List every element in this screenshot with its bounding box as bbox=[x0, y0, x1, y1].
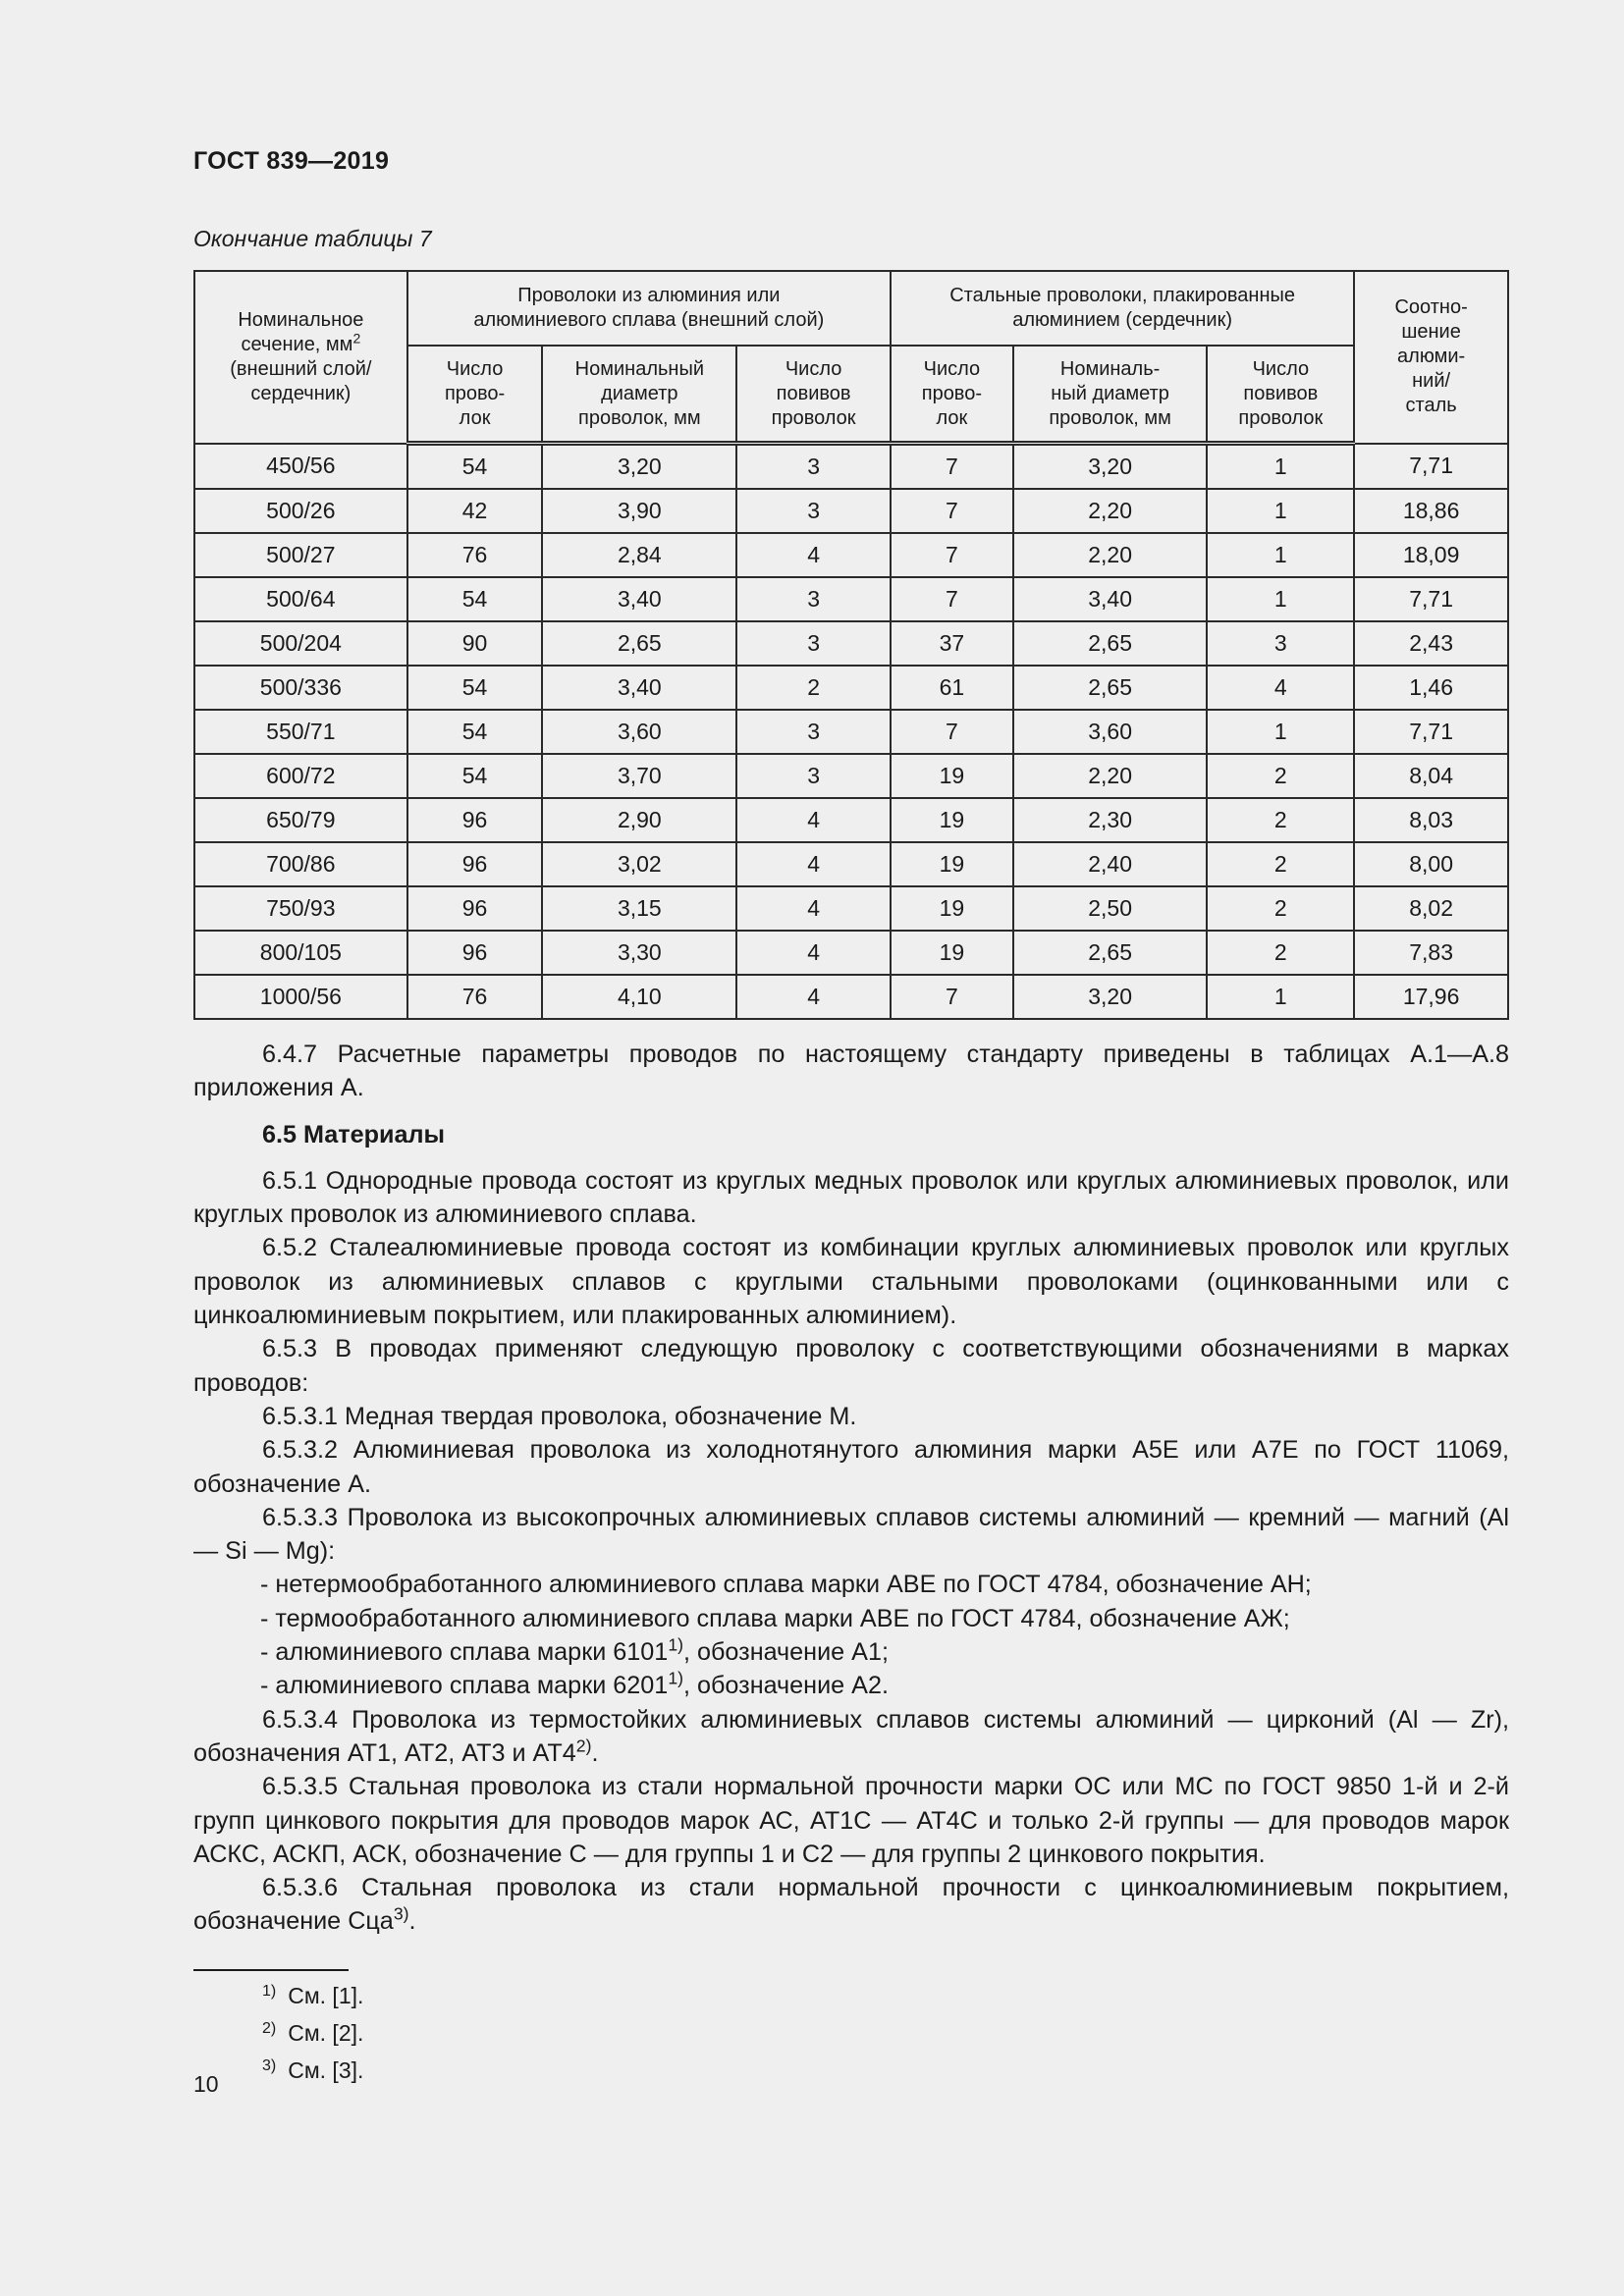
footnotes bbox=[262, 1975, 363, 2087]
table-cell: 800/105 bbox=[194, 931, 407, 975]
table-cell: 2 bbox=[1207, 798, 1354, 842]
table-row bbox=[194, 754, 1508, 798]
footnote-ref: 2) bbox=[575, 1735, 592, 1756]
table-cell: 7 bbox=[891, 489, 1013, 533]
header-aluminium-group: Проволоки из алюминия или алюминиевого сплава (внешний слой) bbox=[407, 271, 891, 346]
table-cell: 500/26 bbox=[194, 489, 407, 533]
table-cell: 2,50 bbox=[1013, 886, 1208, 931]
table-cell: 3 bbox=[736, 577, 891, 621]
table-cell: 19 bbox=[891, 842, 1013, 886]
paragraph-6-5-3-2: 6.5.3.2 Алюминиевая проволока из холоднотянутого алюминия марки А5Е или А7Е по ГОСТ 11069, обозначение А. bbox=[193, 1436, 1509, 1498]
header-al-diameter: Номинальный диаметр проволок, мм bbox=[542, 346, 736, 444]
table-row bbox=[194, 710, 1508, 754]
table-cell: 750/93 bbox=[194, 886, 407, 931]
footnote: $^{3)}$ См. [3]. bbox=[262, 2057, 364, 2083]
paragraph-6-5-3-6: 6.5.3.6 Стальная проволока из стали нормальной прочности с цинкоалюминиевым покрытием, обозначение Сца$^{3)}$. bbox=[193, 1874, 1509, 1936]
header-ratio: Соотно- шение алюми- ний/ сталь bbox=[1354, 271, 1508, 444]
table-cell: 4 bbox=[736, 931, 891, 975]
paragraph-6-5-3-3: 6.5.3.3 Проволока из высокопрочных алюминиевых сплавов системы алюминий — кремний — магний (Al — Si — Mg): bbox=[193, 1503, 1509, 1566]
paragraph-6-4-7: 6.4.7 Расчетные параметры проводов по настоящему стандарту приведены в таблицах А.1—А.8 приложения А. bbox=[193, 1041, 1509, 1102]
table-cell: 18,09 bbox=[1354, 533, 1508, 577]
table-cell: 17,96 bbox=[1354, 975, 1508, 1019]
table-cell: 450/56 bbox=[194, 444, 407, 490]
table-row bbox=[194, 533, 1508, 577]
table-row bbox=[194, 842, 1508, 886]
table-cell: 2,40 bbox=[1013, 842, 1208, 886]
table-cell: 4 bbox=[736, 842, 891, 886]
table-cell: 3 bbox=[736, 489, 891, 533]
list-item: - алюминиевого сплава марки 6201$^{1)}$, обозначение А2. bbox=[260, 1668, 889, 1700]
table-cell: 96 bbox=[407, 931, 543, 975]
table-row bbox=[194, 975, 1508, 1019]
table-cell: 2 bbox=[1207, 886, 1354, 931]
paragraph-6-5-3-5: 6.5.3.5 Стальная проволока из стали нормальной прочности марки ОС или МС по ГОСТ 9850 1-й и 2-й групп цинкового покрытия для проводов марок АС, АТ1С — АТ4С и только 2-й группы — для проводов марок АСКС, АСКП, АСК, обозначение С — для группы 1 и С2 — для группы 2 цинкового покрытия. bbox=[193, 1773, 1509, 1868]
table-cell: 550/71 bbox=[194, 710, 407, 754]
footnote-divider bbox=[193, 1969, 349, 1971]
footnote-ref: 1) bbox=[668, 1634, 683, 1655]
table-cell: 96 bbox=[407, 798, 543, 842]
table-cell: 7 bbox=[891, 577, 1013, 621]
table-caption: Окончание таблицы 7 bbox=[193, 226, 432, 251]
paragraph-6-5-2: 6.5.2 Сталеалюминиевые провода состоят из комбинации круглых алюминиевых проволок или круглых проволок из алюминиевых сплавов с круглыми стальными проволоками (оцинкованными или с цинкоалюминиевым покрытием, или плакированных алюминием). bbox=[193, 1234, 1509, 1330]
body-text bbox=[193, 1038, 1509, 1939]
table-cell: 96 bbox=[407, 886, 543, 931]
table-cell: 3 bbox=[736, 754, 891, 798]
table-cell: 3,30 bbox=[542, 931, 736, 975]
table-cell: 2,20 bbox=[1013, 489, 1208, 533]
table-cell: 7 bbox=[891, 444, 1013, 490]
table-cell: 7 bbox=[891, 975, 1013, 1019]
table-cell: 7 bbox=[891, 533, 1013, 577]
header-section: Номинальное сечение, $мм^2$ (внешний слой/ сердечник) bbox=[194, 271, 407, 444]
table-cell: 2 bbox=[736, 666, 891, 710]
table-row bbox=[194, 577, 1508, 621]
table-cell: 2,65 bbox=[1013, 666, 1208, 710]
table-cell: 61 bbox=[891, 666, 1013, 710]
table-cell: 500/64 bbox=[194, 577, 407, 621]
table-cell: 3 bbox=[1207, 621, 1354, 666]
header-al-turns: Число повивов проволок bbox=[736, 346, 891, 444]
table-cell: 1 bbox=[1207, 489, 1354, 533]
table-cell: 54 bbox=[407, 710, 543, 754]
table-cell: 42 bbox=[407, 489, 543, 533]
table-cell: 3,70 bbox=[542, 754, 736, 798]
table-cell: 3,02 bbox=[542, 842, 736, 886]
table-cell: 3 bbox=[736, 444, 891, 490]
table-cell: 1 bbox=[1207, 577, 1354, 621]
table-cell: 7,71 bbox=[1354, 577, 1508, 621]
table-cell: 3,40 bbox=[1013, 577, 1208, 621]
table-cell: 8,02 bbox=[1354, 886, 1508, 931]
table-cell: 700/86 bbox=[194, 842, 407, 886]
table-cell: 3,60 bbox=[1013, 710, 1208, 754]
table-row bbox=[194, 886, 1508, 931]
section-title: 6.5 Материалы bbox=[262, 1120, 446, 1148]
header-al-count: Число прово- лок bbox=[407, 346, 543, 444]
table-cell: 7,71 bbox=[1354, 444, 1508, 490]
table-cell: 19 bbox=[891, 886, 1013, 931]
table-cell: 2,20 bbox=[1013, 533, 1208, 577]
table-cell: 1000/56 bbox=[194, 975, 407, 1019]
table-cell: 3 bbox=[736, 710, 891, 754]
header-st-turns: Число повивов проволок bbox=[1207, 346, 1354, 444]
table-body bbox=[194, 444, 1508, 1020]
table-cell: 76 bbox=[407, 533, 543, 577]
table-cell: 500/204 bbox=[194, 621, 407, 666]
table-cell: 76 bbox=[407, 975, 543, 1019]
table-cell: 4 bbox=[736, 533, 891, 577]
table-cell: 54 bbox=[407, 754, 543, 798]
table-cell: 3 bbox=[736, 621, 891, 666]
footnote-ref: 1) bbox=[668, 1668, 683, 1688]
table-cell: 3,20 bbox=[1013, 975, 1208, 1019]
table-cell: 96 bbox=[407, 842, 543, 886]
table-cell: 2,30 bbox=[1013, 798, 1208, 842]
table-cell: 3,60 bbox=[542, 710, 736, 754]
table-cell: 1,46 bbox=[1354, 666, 1508, 710]
table-row bbox=[194, 444, 1508, 490]
table-cell: 2 bbox=[1207, 842, 1354, 886]
table-cell: 1 bbox=[1207, 444, 1354, 490]
paragraph-6-5-1: 6.5.1 Однородные провода состоят из круглых медных проволок или круглых алюминиевых проволок, или круглых проволок из алюминиевого сплава. bbox=[193, 1166, 1509, 1229]
table-cell: 54 bbox=[407, 666, 543, 710]
footnote: $^{1)}$ См. [1]. bbox=[262, 1983, 364, 2008]
table-cell: 19 bbox=[891, 754, 1013, 798]
paragraph-6-5-3-1: 6.5.3.1 Медная твердая проволока, обозначение М. bbox=[262, 1402, 857, 1430]
table-cell: 3,15 bbox=[542, 886, 736, 931]
table-cell: 2,65 bbox=[542, 621, 736, 666]
table-cell: 54 bbox=[407, 444, 543, 490]
page-number: 10 bbox=[193, 2071, 219, 2097]
table-row bbox=[194, 931, 1508, 975]
table-cell: 1 bbox=[1207, 975, 1354, 1019]
table-row bbox=[194, 489, 1508, 533]
table-cell: 3,40 bbox=[542, 577, 736, 621]
table-cell: 8,04 bbox=[1354, 754, 1508, 798]
table-cell: 4 bbox=[736, 798, 891, 842]
table-cell: 7,83 bbox=[1354, 931, 1508, 975]
table-cell: 2,20 bbox=[1013, 754, 1208, 798]
table-row bbox=[194, 798, 1508, 842]
table-row bbox=[194, 621, 1508, 666]
paragraph-6-5-3: 6.5.3 В проводах применяют следующую проволоку с соответствующими обозначениями в марках проводов: bbox=[193, 1335, 1509, 1397]
table-cell: 90 bbox=[407, 621, 543, 666]
table-cell: 4 bbox=[736, 886, 891, 931]
table-cell: 500/27 bbox=[194, 533, 407, 577]
table-row bbox=[194, 666, 1508, 710]
table-cell: 18,86 bbox=[1354, 489, 1508, 533]
table-cell: 2 bbox=[1207, 931, 1354, 975]
header-steel-group: Стальные проволоки, плакированные алюминием (сердечник) bbox=[891, 271, 1354, 346]
table-cell: 4,10 bbox=[542, 975, 736, 1019]
paragraph-6-5-3-4: 6.5.3.4 Проволока из термостойких алюминиевых сплавов системы алюминий — цирконий (Al — Zr), обозначения АТ1, АТ2, АТ3 и АТ4$^{2)}$. bbox=[193, 1705, 1509, 1767]
table-cell: 37 bbox=[891, 621, 1013, 666]
table-cell: 7 bbox=[891, 710, 1013, 754]
table-cell: 4 bbox=[736, 975, 891, 1019]
table-cell: 19 bbox=[891, 798, 1013, 842]
table-cell: 650/79 bbox=[194, 798, 407, 842]
list-item: - термообработанного алюминиевого сплава марки АВЕ по ГОСТ 4784, обозначение АЖ; bbox=[260, 1604, 1290, 1632]
table-cell: 19 bbox=[891, 931, 1013, 975]
table-cell: 2,65 bbox=[1013, 931, 1208, 975]
table-cell: 3,20 bbox=[542, 444, 736, 490]
document-header: ГОСТ 839—2019 bbox=[193, 147, 390, 175]
table-cell: 1 bbox=[1207, 710, 1354, 754]
table-cell: 8,03 bbox=[1354, 798, 1508, 842]
table-cell: 2 bbox=[1207, 754, 1354, 798]
table-cell: 4 bbox=[1207, 666, 1354, 710]
list-item: - алюминиевого сплава марки 6101$^{1)}$, обозначение А1; bbox=[260, 1634, 889, 1667]
table-cell: 3,20 bbox=[1013, 444, 1208, 490]
table-cell: 2,65 bbox=[1013, 621, 1208, 666]
header-st-diameter: Номиналь- ный диаметр проволок, мм bbox=[1013, 346, 1208, 444]
header-st-count: Число прово- лок bbox=[891, 346, 1013, 444]
footnote: $^{2)}$ См. [2]. bbox=[262, 2020, 364, 2046]
table-cell: 2,90 bbox=[542, 798, 736, 842]
list-item: - нетермообработанного алюминиевого сплава марки АВЕ по ГОСТ 4784, обозначение АН; bbox=[260, 1571, 1312, 1599]
table-cell: 3,40 bbox=[542, 666, 736, 710]
wire-parameters-table bbox=[193, 270, 1509, 1020]
table-cell: 54 bbox=[407, 577, 543, 621]
table-cell: 3,90 bbox=[542, 489, 736, 533]
table-cell: 1 bbox=[1207, 533, 1354, 577]
table-cell: 7,71 bbox=[1354, 710, 1508, 754]
footnote-ref: 3) bbox=[393, 1904, 409, 1925]
table-cell: 8,00 bbox=[1354, 842, 1508, 886]
table-cell: 2,84 bbox=[542, 533, 736, 577]
table-cell: 500/336 bbox=[194, 666, 407, 710]
table-cell: 600/72 bbox=[194, 754, 407, 798]
table-cell: 2,43 bbox=[1354, 621, 1508, 666]
